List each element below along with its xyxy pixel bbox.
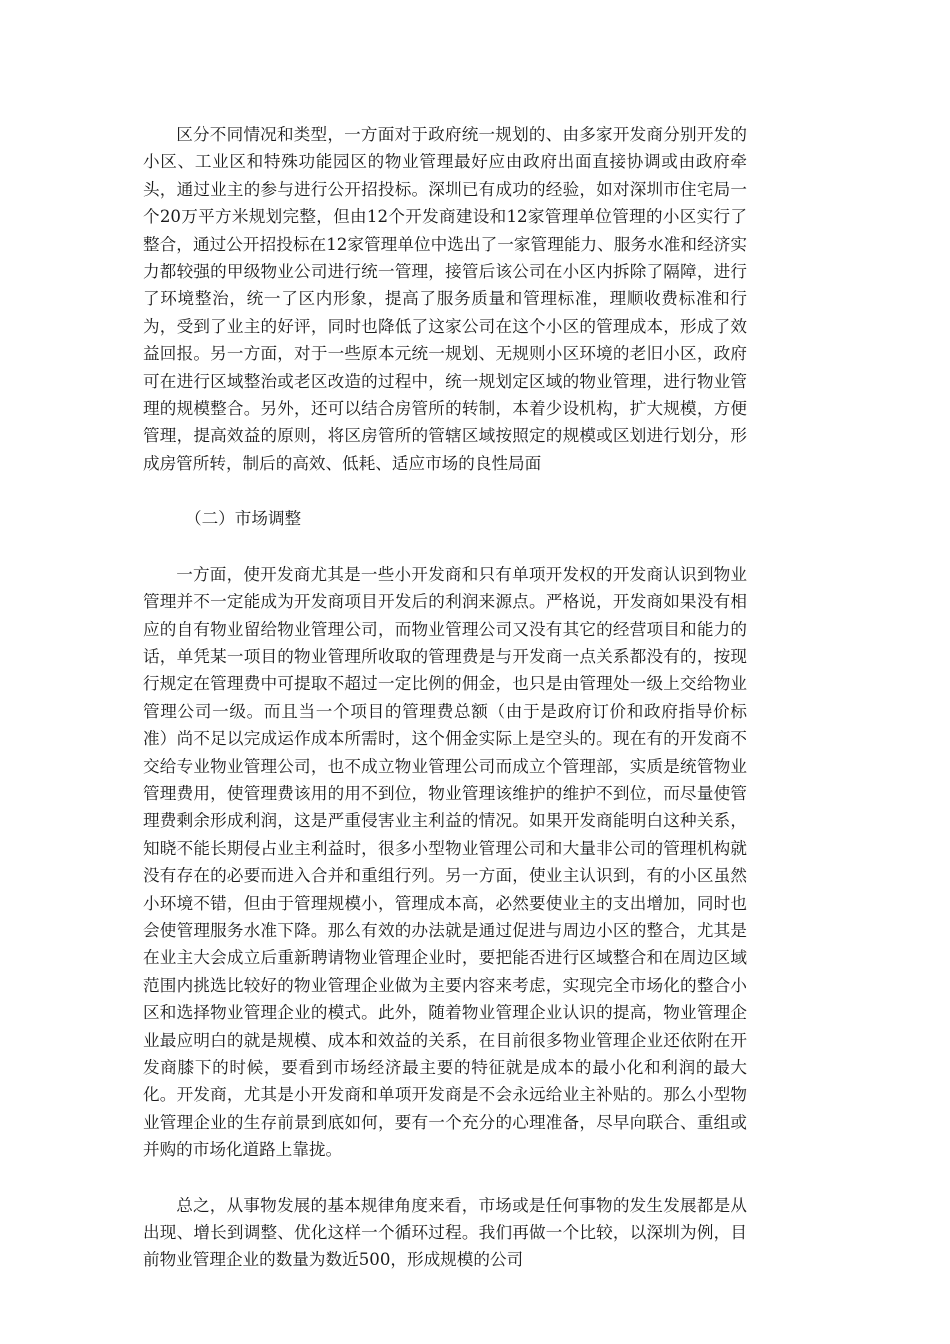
- section-heading-market-adjustment: （二）市场调整: [185, 509, 302, 529]
- paragraph-gap: [143, 533, 747, 561]
- paragraph-market-adjustment: 一方面，使开发商尤其是一些小开发商和只有单项开发权的开发商认识到物业管理并不一定能成为开发商项目开发后的利润来源点。严格说，开发商如果没有相应的自有物业留给物业管理公司，而物业管理公司又没有其它的经营项目和能力的话，单凭某一项目的物业管理所收取的管理费是与开发商一点关系都没有的，按现行规定在管理费中可提取不超过一定比例的佣金，也只是由管理处一级上交给物业管理公司一级。而且当一个项目的管理费总额（由于是政府订价和政府指导价标准）尚不足以完成运作成本所需时，这个佣金实际上是空头的。现在有的开发商不交给专业物业管理公司，也不成立物业管理公司而成立个管理部，实质是统管物业管理费用，使管理费该用的用不到位，物业管理该维护的维护不到位，而尽量使管理费剩余形成利润，这是严重侵害业主利益的情况。如果开发商能明白这种关系，知晓不能长期侵占业主利益时，很多小型物业管理公司和大量非公司的管理机构就没有存在的必要而进入合并和重组行列。另一方面，使业主认识到，有的小区虽然小环境不错，但由于管理规模小，管理成本高，必然要使业主的支出增加，同时也会使管理服务水准下降。那么有效的办法就是通过促进与周边小区的整合，尤其是在业主大会成立后重新聘请物业管理企业时，要把能否进行区域整合和在周边区域范围内挑选比较好的物业管理企业做为主要内容来考虑，实现完全市场化的整合小区和选择物业管理企业的模式。此外，随着物业管理企业认识的提高，物业管理企业最应明白的就是规模、成本和效益的关系，在目前很多物业管理企业还依附在开发商膝下的时候，要看到市场经济最主要的特征就是成本的最小化和利润的最大化。开发商，尤其是小开发商和单项开发商是不会永远给业主补贴的。那么小型物业管理企业的生存前景到底如何，要有一个充分的心理准备，尽早向联合、重组或并购的市场化道路上靠拢。: [143, 564, 747, 1160]
- paragraph-regional-integration: 区分不同情况和类型，一方面对于政府统一规划的、由多家开发商分别开发的小区、工业区和特殊功能园区的物业管理最好应由政府出面直接协调或由政府牵头，通过业主的参与进行公开招投标。深圳已有成功的经验，如对深圳市住宅局一个20万平方米规划完整，但由12个开发商建设和12家管理单位管理的小区实行了整合，通过公开招投标在12家管理单位中选出了一家管理能力、服务水准和经济实力都较强的甲级物业公司进行统一管理，接管后该公司在小区内拆除了隔障，进行了环境整治，统一了区内形象，提高了服务质量和管理标准，理顺收费标准和行为，受到了业主的好评，同时也降低了这家公司在这个小区的管理成本，形成了效益回报。另一方面，对于一些原本元统一规划、无规则小区环境的老旧小区，政府可在进行区域整治或老区改造的过程中，统一规划定区域的物业管理，进行物业管理的规模整合。另外，还可以结合房管所的转制，本着少设机构，扩大规模，方便管理，提高效益的原则，将区房管所的管辖区域按照定的规模或区划进行划分，形成房管所转，制后的高效、低耗、适应市场的良性局面: [143, 125, 747, 473]
- paragraph-gap: [143, 1164, 747, 1192]
- document-body: [143, 121, 747, 1274]
- paragraph-conclusion: 总之，从事物发展的基本规律角度来看，市场或是任何事物的发生发展都是从出现、增长到调整、优化这样一个循环过程。我们再做一个比较，以深圳为例，目前物业管理企业的数量为数近500，形成规模的公司: [143, 1195, 747, 1270]
- paragraph-gap: [143, 477, 747, 505]
